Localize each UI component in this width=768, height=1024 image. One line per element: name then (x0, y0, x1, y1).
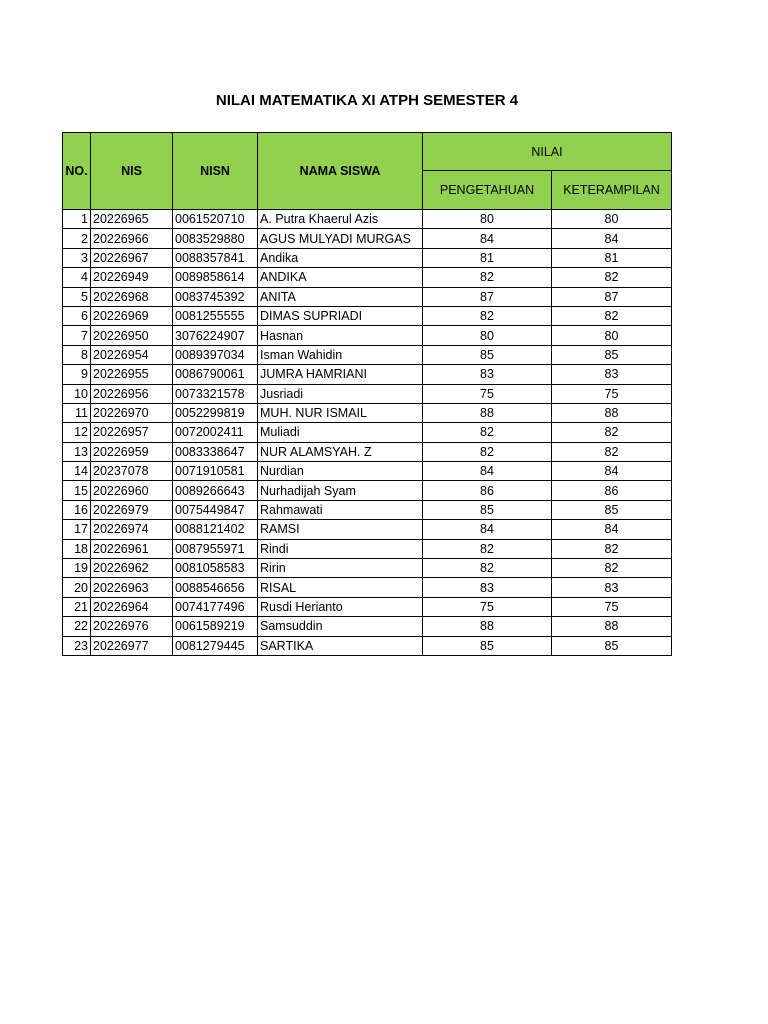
grades-table (62, 132, 672, 656)
table-row (63, 306, 672, 325)
table-row (63, 248, 672, 267)
row-number: 16 (63, 500, 91, 519)
student-name-cell: ANITA (258, 287, 423, 306)
pengetahuan-score-cell: 85 (423, 500, 552, 519)
nisn-cell: 0052299819 (173, 403, 258, 422)
nis-cell: 20226966 (91, 229, 173, 248)
header-nisn: NISN (173, 133, 258, 210)
nis-cell: 20226964 (91, 597, 173, 616)
pengetahuan-score-cell: 82 (423, 423, 552, 442)
student-name-cell: Muliadi (258, 423, 423, 442)
table-row (63, 229, 672, 248)
nisn-cell: 0089858614 (173, 268, 258, 287)
row-number: 14 (63, 462, 91, 481)
pengetahuan-score-cell: 84 (423, 229, 552, 248)
row-number: 6 (63, 306, 91, 325)
student-name-cell: Samsuddin (258, 617, 423, 636)
student-name-cell: Rindi (258, 539, 423, 558)
student-name-cell: Nurdian (258, 462, 423, 481)
keterampilan-score-cell: 87 (552, 287, 672, 306)
header-keterampilan: KETERAMPILAN (552, 171, 672, 210)
nisn-cell: 0087955971 (173, 539, 258, 558)
row-number: 19 (63, 559, 91, 578)
nis-cell: 20226961 (91, 539, 173, 558)
pengetahuan-score-cell: 87 (423, 287, 552, 306)
header-pengetahuan: PENGETAHUAN (423, 171, 552, 210)
student-name-cell: Jusriadi (258, 384, 423, 403)
nis-cell: 20226960 (91, 481, 173, 500)
keterampilan-score-cell: 84 (552, 229, 672, 248)
table-row (63, 384, 672, 403)
pengetahuan-score-cell: 82 (423, 442, 552, 461)
pengetahuan-score-cell: 88 (423, 403, 552, 422)
table-row (63, 403, 672, 422)
nis-cell: 20226954 (91, 345, 173, 364)
row-number: 3 (63, 248, 91, 267)
row-number: 9 (63, 365, 91, 384)
table-row (63, 578, 672, 597)
student-name-cell: Andika (258, 248, 423, 267)
nisn-cell: 0089266643 (173, 481, 258, 500)
table-row (63, 636, 672, 655)
keterampilan-score-cell: 84 (552, 520, 672, 539)
nisn-cell: 0083529880 (173, 229, 258, 248)
keterampilan-score-cell: 75 (552, 597, 672, 616)
pengetahuan-score-cell: 82 (423, 559, 552, 578)
nisn-cell: 0086790061 (173, 365, 258, 384)
keterampilan-score-cell: 88 (552, 403, 672, 422)
table-row (63, 345, 672, 364)
nisn-cell: 0073321578 (173, 384, 258, 403)
nis-cell: 20226959 (91, 442, 173, 461)
table-row (63, 500, 672, 519)
pengetahuan-score-cell: 86 (423, 481, 552, 500)
nis-cell: 20226950 (91, 326, 173, 345)
row-number: 2 (63, 229, 91, 248)
keterampilan-score-cell: 82 (552, 306, 672, 325)
nis-cell: 20226957 (91, 423, 173, 442)
keterampilan-score-cell: 80 (552, 326, 672, 345)
nis-cell: 20226949 (91, 268, 173, 287)
nisn-cell: 0081255555 (173, 306, 258, 325)
row-number: 18 (63, 539, 91, 558)
nisn-cell: 0072002411 (173, 423, 258, 442)
student-name-cell: RAMSI (258, 520, 423, 539)
nis-cell: 20226968 (91, 287, 173, 306)
nisn-cell: 3076224907 (173, 326, 258, 345)
table-row (63, 462, 672, 481)
nis-cell: 20226963 (91, 578, 173, 597)
nis-cell: 20237078 (91, 462, 173, 481)
table-row (63, 365, 672, 384)
nis-cell: 20226967 (91, 248, 173, 267)
keterampilan-score-cell: 85 (552, 345, 672, 364)
student-name-cell: ANDIKA (258, 268, 423, 287)
header-row-main (63, 133, 672, 171)
student-name-cell: Rahmawati (258, 500, 423, 519)
nisn-cell: 0088357841 (173, 248, 258, 267)
table-row (63, 481, 672, 500)
pengetahuan-score-cell: 80 (423, 326, 552, 345)
nisn-cell: 0075449847 (173, 500, 258, 519)
row-number: 13 (63, 442, 91, 461)
table-row (63, 520, 672, 539)
pengetahuan-score-cell: 80 (423, 210, 552, 229)
nisn-cell: 0061589219 (173, 617, 258, 636)
keterampilan-score-cell: 80 (552, 210, 672, 229)
student-name-cell: JUMRA HAMRIANI (258, 365, 423, 384)
student-name-cell: DIMAS SUPRIADI (258, 306, 423, 325)
table-row (63, 442, 672, 461)
student-name-cell: SARTIKA (258, 636, 423, 655)
keterampilan-score-cell: 82 (552, 442, 672, 461)
nis-cell: 20226976 (91, 617, 173, 636)
row-number: 7 (63, 326, 91, 345)
row-number: 5 (63, 287, 91, 306)
keterampilan-score-cell: 84 (552, 462, 672, 481)
student-name-cell: Ririn (258, 559, 423, 578)
keterampilan-score-cell: 82 (552, 559, 672, 578)
row-number: 12 (63, 423, 91, 442)
nisn-cell: 0071910581 (173, 462, 258, 481)
table-row (63, 268, 672, 287)
header-nis: NIS (91, 133, 173, 210)
nis-cell: 20226965 (91, 210, 173, 229)
nis-cell: 20226977 (91, 636, 173, 655)
pengetahuan-score-cell: 83 (423, 365, 552, 384)
pengetahuan-score-cell: 84 (423, 520, 552, 539)
row-number: 8 (63, 345, 91, 364)
nisn-cell: 0089397034 (173, 345, 258, 364)
student-name-cell: Nurhadijah Syam (258, 481, 423, 500)
nis-cell: 20226969 (91, 306, 173, 325)
header-no: NO. (63, 133, 91, 210)
student-name-cell: MUH. NUR ISMAIL (258, 403, 423, 422)
nis-cell: 20226970 (91, 403, 173, 422)
keterampilan-score-cell: 83 (552, 578, 672, 597)
row-number: 23 (63, 636, 91, 655)
nisn-cell: 0083338647 (173, 442, 258, 461)
keterampilan-score-cell: 82 (552, 268, 672, 287)
row-number: 21 (63, 597, 91, 616)
row-number: 20 (63, 578, 91, 597)
nis-cell: 20226974 (91, 520, 173, 539)
student-name-cell: Hasnan (258, 326, 423, 345)
nis-cell: 20226956 (91, 384, 173, 403)
nisn-cell: 0074177496 (173, 597, 258, 616)
row-number: 22 (63, 617, 91, 636)
student-name-cell: Isman Wahidin (258, 345, 423, 364)
keterampilan-score-cell: 82 (552, 423, 672, 442)
row-number: 10 (63, 384, 91, 403)
pengetahuan-score-cell: 75 (423, 597, 552, 616)
nis-cell: 20226962 (91, 559, 173, 578)
row-number: 15 (63, 481, 91, 500)
nis-cell: 20226955 (91, 365, 173, 384)
table-row (63, 559, 672, 578)
pengetahuan-score-cell: 81 (423, 248, 552, 267)
row-number: 17 (63, 520, 91, 539)
table-body (63, 210, 672, 656)
page-title: NILAI MATEMATIKA XI ATPH SEMESTER 4 (215, 92, 519, 109)
pengetahuan-score-cell: 85 (423, 636, 552, 655)
nisn-cell: 0081058583 (173, 559, 258, 578)
pengetahuan-score-cell: 83 (423, 578, 552, 597)
pengetahuan-score-cell: 82 (423, 268, 552, 287)
table-row (63, 210, 672, 229)
row-number: 4 (63, 268, 91, 287)
student-name-cell: AGUS MULYADI MURGAS (258, 229, 423, 248)
table-row (63, 597, 672, 616)
keterampilan-score-cell: 86 (552, 481, 672, 500)
nis-cell: 20226979 (91, 500, 173, 519)
header-nilai: NILAI (423, 133, 672, 171)
pengetahuan-score-cell: 82 (423, 306, 552, 325)
table-row (63, 287, 672, 306)
table-row (63, 423, 672, 442)
keterampilan-score-cell: 88 (552, 617, 672, 636)
pengetahuan-score-cell: 88 (423, 617, 552, 636)
keterampilan-score-cell: 85 (552, 500, 672, 519)
student-name-cell: A. Putra Khaerul Azis (258, 210, 423, 229)
table-header (63, 133, 672, 210)
student-name-cell: RISAL (258, 578, 423, 597)
student-name-cell: NUR ALAMSYAH. Z (258, 442, 423, 461)
keterampilan-score-cell: 81 (552, 248, 672, 267)
keterampilan-score-cell: 83 (552, 365, 672, 384)
nisn-cell: 0061520710 (173, 210, 258, 229)
table-row (63, 539, 672, 558)
student-name-cell: Rusdi Herianto (258, 597, 423, 616)
row-number: 1 (63, 210, 91, 229)
nisn-cell: 0081279445 (173, 636, 258, 655)
keterampilan-score-cell: 85 (552, 636, 672, 655)
pengetahuan-score-cell: 84 (423, 462, 552, 481)
keterampilan-score-cell: 75 (552, 384, 672, 403)
row-number: 11 (63, 403, 91, 422)
nisn-cell: 0088121402 (173, 520, 258, 539)
nisn-cell: 0083745392 (173, 287, 258, 306)
pengetahuan-score-cell: 82 (423, 539, 552, 558)
table-row (63, 617, 672, 636)
pengetahuan-score-cell: 75 (423, 384, 552, 403)
nisn-cell: 0088546656 (173, 578, 258, 597)
keterampilan-score-cell: 82 (552, 539, 672, 558)
header-nama-siswa: NAMA SISWA (258, 133, 423, 210)
pengetahuan-score-cell: 85 (423, 345, 552, 364)
table-row (63, 326, 672, 345)
